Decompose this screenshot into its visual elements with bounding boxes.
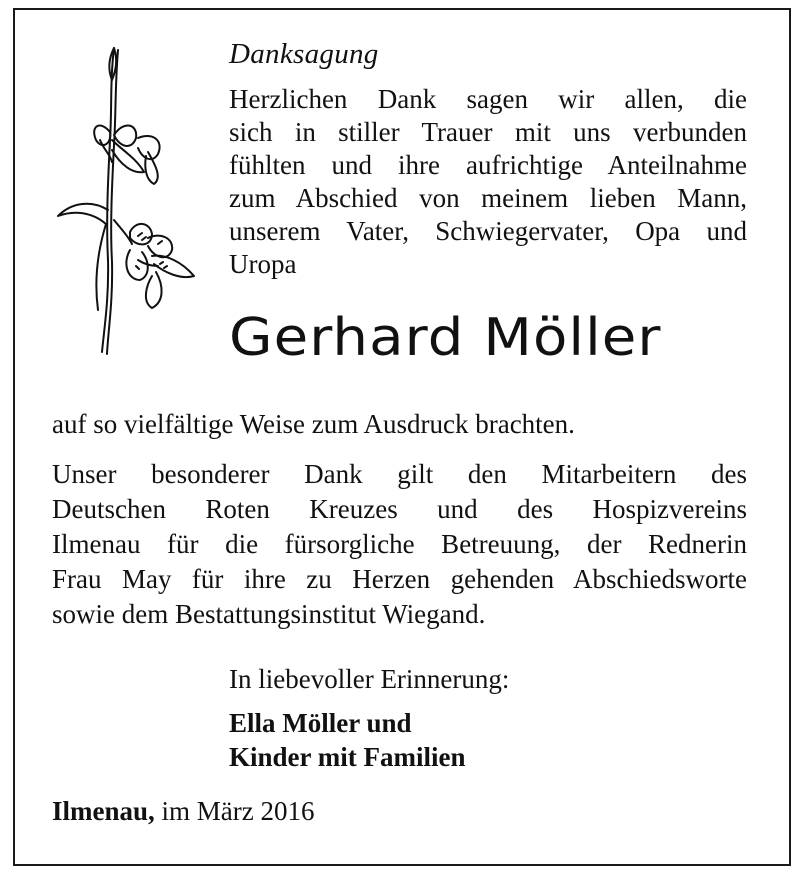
notice-heading: Danksagung [229,38,379,70]
intro-line: fühlten und ihre aufrichtige Anteilnahme [229,150,747,180]
thanks-line: Frau May für ihre zu Herzen gehenden Abschiedsworte [52,564,747,594]
memory-line: In liebevoller Erinnerung: [229,664,510,694]
thanks-paragraph [52,457,747,632]
expression-line: auf so vielfältige Weise zum Ausdruck brachten. [52,409,575,439]
iris-flower-icon [52,40,202,360]
thanks-line: Unser besonderer Dank gilt den Mitarbeitern des [52,459,747,489]
deceased-name: Gerhard Möller [229,308,662,368]
signers [229,706,466,774]
signer-line: Kinder mit Familien [229,742,466,772]
intro-line: Uropa [229,249,297,279]
date: im März 2016 [161,796,315,826]
intro-line: sich in stiller Trauer mit uns verbunden [229,117,747,147]
intro-line: zum Abschied von meinem lieben Mann, [229,183,747,213]
thanks-line: Ilmenau für die fürsorgliche Betreuung, der Rednerin [52,529,747,559]
intro-paragraph [229,83,747,281]
place: Ilmenau, [52,796,155,826]
signer-line: Ella Möller und [229,708,412,738]
thanks-line: sowie dem Bestattungsinstitut Wiegand. [52,599,486,629]
intro-line: Herzlichen Dank sagen wir allen, die [229,84,747,114]
place-date [52,796,315,827]
thanks-line: Deutschen Roten Kreuzes und des Hospizvereins [52,494,747,524]
intro-line: unserem Vater, Schwiegervater, Opa und [229,216,747,246]
